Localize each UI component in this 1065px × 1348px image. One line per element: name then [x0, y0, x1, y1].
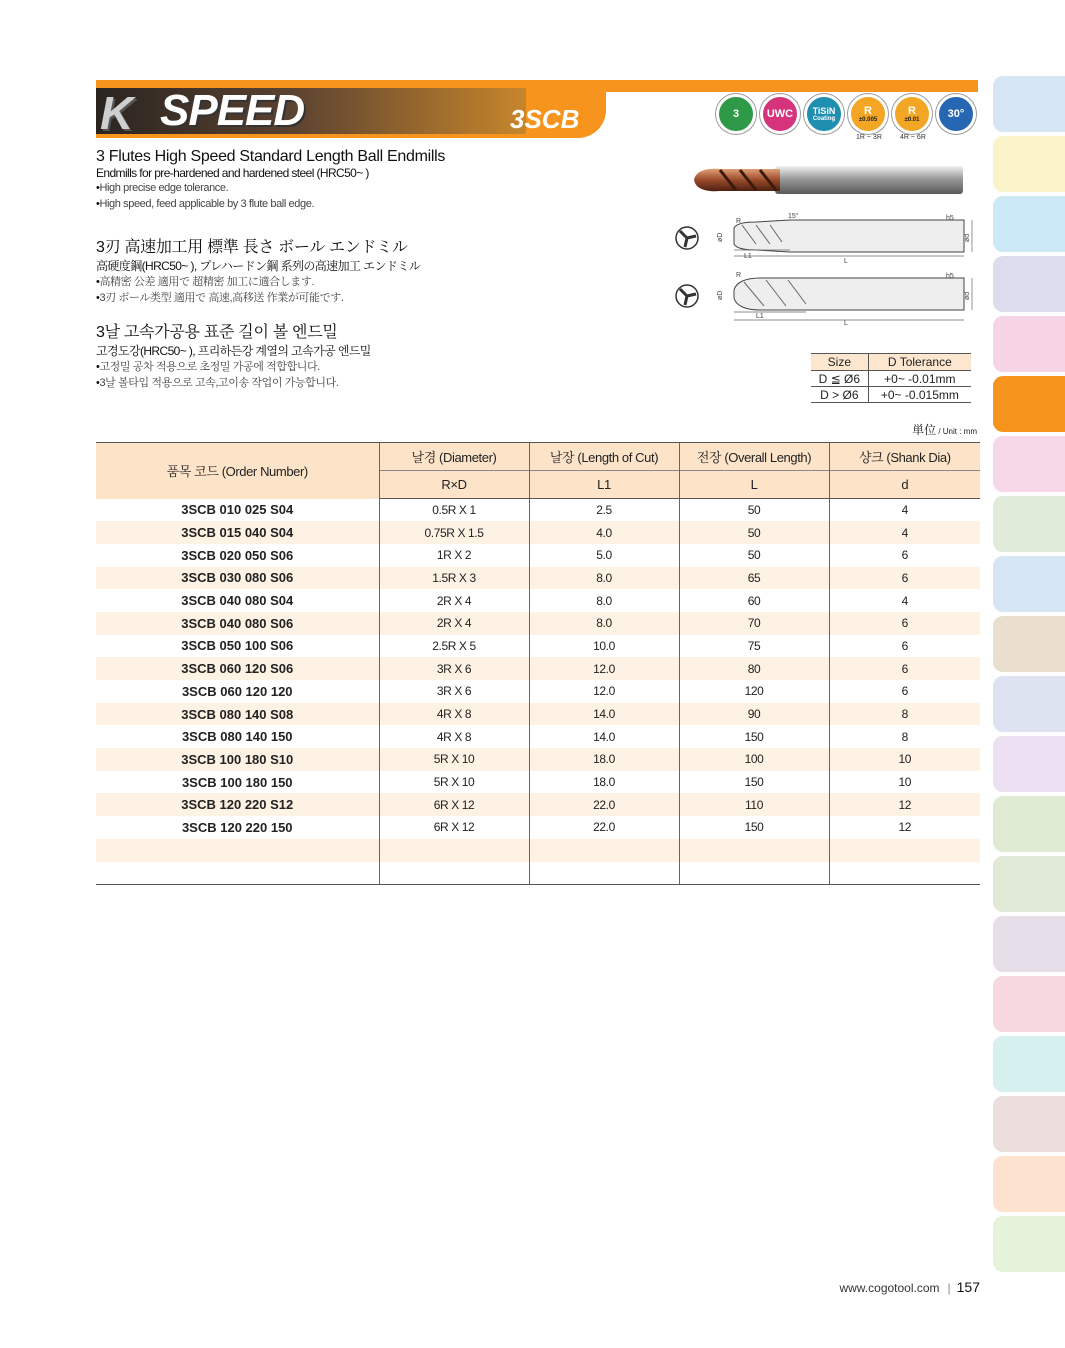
overall-length-cell: 50 — [679, 544, 829, 567]
header-shank-dia: 샹크 (Shank Dia) — [829, 443, 980, 471]
order-number-cell: 3SCB 080 140 150 — [181, 729, 293, 745]
drawing2-radius-label: R — [736, 272, 742, 279]
side-tab[interactable] — [993, 1216, 1065, 1272]
side-tab[interactable] — [993, 496, 1065, 552]
order-number-cell: 3SCB 030 080 S06 — [96, 567, 379, 590]
side-tab[interactable] — [993, 196, 1065, 252]
diameter-cell: 0.5R X 1 — [379, 499, 529, 522]
drawing-l1-label: L1 — [744, 253, 752, 260]
table-row — [96, 748, 980, 771]
side-tab[interactable] — [993, 1156, 1065, 1212]
cut-length-cell: 14.0 — [529, 703, 679, 726]
side-tab[interactable] — [993, 76, 1065, 132]
side-tab[interactable] — [993, 256, 1065, 312]
overall-length-cell: 75 — [679, 635, 829, 658]
product-table — [96, 442, 980, 885]
r-tolerance-01-icon: R ±0.01 — [892, 94, 932, 134]
bullet-jp-1: • 高精密 公差 適用で 超精密 加工に適合します. — [96, 274, 656, 290]
drawing2-tolerance-label: h5 — [946, 273, 954, 280]
cut-length-cell: 12.0 — [529, 657, 679, 680]
diameter-cell: 5R X 10 — [379, 748, 529, 771]
table-row — [96, 521, 980, 544]
side-tab[interactable] — [993, 676, 1065, 732]
shank-dia-cell: 6 — [829, 612, 980, 635]
drawing2-l-label: L — [844, 320, 848, 326]
order-number-cell: 3SCB 015 040 S04 — [96, 521, 379, 544]
overall-length-cell: 70 — [679, 612, 829, 635]
order-number-cell: 3SCB 050 100 S06 — [181, 638, 294, 654]
tisin-icon: TiSiN Coating — [804, 94, 844, 134]
side-tab[interactable] — [993, 1096, 1065, 1152]
diameter-cell: 6R X 12 — [379, 793, 529, 816]
cut-length-cell: 18.0 — [529, 748, 679, 771]
tol-header-size: Size — [811, 354, 868, 371]
diameter-cell — [379, 862, 529, 885]
table-row — [96, 680, 980, 703]
header-length-of-cut: 날장 (Length of Cut) — [529, 443, 679, 471]
overall-length-cell: 120 — [679, 680, 829, 703]
diameter-cell: 6R X 12 — [379, 816, 529, 839]
order-number-cell: 3SCB 020 050 S06 — [181, 547, 294, 563]
endmill-drawing-large — [672, 270, 978, 326]
shank-dia-cell: 6 — [829, 567, 980, 590]
title-jp: 3刃 高速加工用 標準 長さ ボール エンドミル — [96, 239, 408, 256]
table-row — [96, 612, 980, 635]
tol-value: +0~ -0.01mm — [868, 371, 971, 387]
order-number-cell: 3SCB 120 220 S12 — [96, 793, 379, 816]
overall-length-cell: 50 — [679, 499, 829, 522]
side-tab[interactable] — [993, 556, 1065, 612]
overall-length-cell: 65 — [679, 567, 829, 590]
diameter-cell: 1.5R X 3 — [379, 567, 529, 590]
shank-dia-cell: 6 — [829, 635, 980, 658]
header-diameter: 날경 (Diameter) — [379, 443, 529, 471]
bullet-en-2: • High speed, feed applicable by 3 flute ball edge. — [96, 196, 656, 212]
flutes-3-icon: 3 — [716, 94, 756, 134]
drawing2-dia-label: øD — [717, 290, 724, 300]
table-row — [96, 725, 980, 748]
bullet-jp-2: • 3刃 ボール类型 適用で 高速,高移送 作業が可能です. — [96, 290, 656, 306]
diameter-cell: 2R X 4 — [379, 589, 529, 612]
bullet-en-1: • High precise edge tolerance. — [96, 180, 656, 196]
bullet-kr-2: • 3날 볼타입 적용으로 고속,고이송 작업이 가능합니다. — [96, 375, 656, 391]
table-row — [96, 567, 980, 590]
order-number-cell — [96, 862, 379, 885]
side-tab[interactable] — [993, 916, 1065, 972]
brand-k-letter: K — [100, 87, 132, 139]
shank-dia-cell: 6 — [829, 657, 980, 680]
overall-length-cell: 150 — [679, 816, 829, 839]
helix-30-icon: 30° — [936, 94, 976, 134]
header-order-number: 품목 코드 (Order Number) — [96, 443, 379, 499]
cut-length-cell: 12.0 — [529, 680, 679, 703]
intro-korean — [96, 319, 656, 391]
shank-dia-cell — [829, 839, 980, 862]
order-number-cell: 3SCB 040 080 S04 — [181, 593, 294, 609]
shank-dia-cell: 10 — [829, 748, 980, 771]
order-number-cell: 3SCB 060 120 120 — [181, 683, 293, 699]
page-footer: www.cogotool.com | 157 — [839, 1279, 980, 1295]
cut-length-cell: 4.0 — [529, 521, 679, 544]
shank-dia-cell: 4 — [829, 589, 980, 612]
tol-size: D > Ø6 — [811, 387, 868, 403]
diameter-cell: 2R X 4 — [379, 612, 529, 635]
shank-dia-cell: 6 — [829, 544, 980, 567]
drawing-tolerance-label: h5 — [946, 215, 954, 222]
header-cut-symbol: L1 — [529, 471, 679, 499]
overall-length-cell — [679, 839, 829, 862]
side-index-tabs — [993, 76, 1065, 1276]
order-number-cell: 3SCB 120 220 150 — [181, 819, 293, 835]
overall-length-cell — [679, 862, 829, 885]
drawing-shank-label: ød — [964, 233, 971, 242]
shank-dia-cell: 4 — [829, 499, 980, 522]
header-overall-length: 전장 (Overall Length) — [679, 443, 829, 471]
shank-dia-cell: 4 — [829, 521, 980, 544]
diameter-cell: 3R X 6 — [379, 680, 529, 703]
cut-length-cell: 22.0 — [529, 816, 679, 839]
subtitle-kr: 고경도강(HRC50~ ), 프리하든강 계열의 고속가공 엔드밀 — [96, 344, 371, 358]
overall-length-cell: 90 — [679, 703, 829, 726]
drawing2-shank-label: ød — [964, 291, 971, 300]
diameter-cell: 4R X 8 — [379, 725, 529, 748]
side-tab[interactable] — [993, 796, 1065, 852]
table-row — [96, 499, 980, 522]
order-number-cell: 3SCB 040 080 S06 — [96, 612, 379, 635]
footer-url[interactable]: www.cogotool.com — [839, 1281, 940, 1295]
tolerance-table — [811, 353, 971, 403]
order-number-cell: 3SCB 100 180 S10 — [96, 748, 379, 771]
cut-length-cell: 8.0 — [529, 567, 679, 590]
shank-dia-cell: 12 — [829, 793, 980, 816]
table-row — [96, 544, 980, 567]
overall-length-cell: 150 — [679, 771, 829, 794]
title-kr: 3날 고속가공용 표준 길이 볼 엔드밀 — [96, 324, 338, 341]
unit-label: 単位 / Unit : mm — [912, 423, 977, 437]
subtitle-jp: 高硬度鋼(HRC50~ ), プレハードン鋼 系列の高速加工 エンドミル — [96, 259, 421, 273]
shank-dia-cell: 8 — [829, 703, 980, 726]
overall-length-cell: 60 — [679, 589, 829, 612]
drawing-l-label: L — [844, 258, 848, 265]
cut-length-cell: 10.0 — [529, 635, 679, 658]
table-row — [96, 862, 980, 885]
side-tab[interactable] — [993, 376, 1065, 432]
drawing-angle-label: 15° — [788, 213, 799, 220]
table-row — [96, 657, 980, 680]
cut-length-cell: 5.0 — [529, 544, 679, 567]
diameter-cell: 4R X 8 — [379, 703, 529, 726]
side-tab[interactable] — [993, 1036, 1065, 1092]
side-tab[interactable] — [993, 436, 1065, 492]
diameter-cell: 2.5R X 5 — [379, 635, 529, 658]
header-overall-symbol: L — [679, 471, 829, 499]
tol-value: +0~ -0.015mm — [868, 387, 971, 403]
order-number-cell: 3SCB 080 140 S08 — [96, 703, 379, 726]
cut-length-cell — [529, 862, 679, 885]
badge-range-2: 4R ~ 6R — [900, 134, 926, 141]
tol-size: D ≦ Ø6 — [811, 371, 868, 387]
cut-length-cell: 8.0 — [529, 589, 679, 612]
header-shank-symbol: d — [829, 471, 980, 499]
r-tolerance-005-icon: R ±0.005 — [848, 94, 888, 134]
order-number-cell — [96, 839, 379, 862]
side-tab[interactable] — [993, 976, 1065, 1032]
cut-length-cell: 22.0 — [529, 793, 679, 816]
intro-english — [96, 148, 656, 212]
table-row — [96, 703, 980, 726]
cut-length-cell: 8.0 — [529, 612, 679, 635]
cut-length-cell — [529, 839, 679, 862]
bullet-kr-1: • 고정밀 공차 적용으로 초정밀 가공에 적합합니다. — [96, 359, 656, 375]
shank-dia-cell: 10 — [829, 771, 980, 794]
table-row — [96, 771, 980, 794]
cut-length-cell: 14.0 — [529, 725, 679, 748]
model-code: 3SCB — [510, 104, 580, 134]
overall-length-cell: 150 — [679, 725, 829, 748]
overall-length-cell: 50 — [679, 521, 829, 544]
shank-dia-cell: 12 — [829, 816, 980, 839]
diameter-cell: 5R X 10 — [379, 771, 529, 794]
order-number-cell: 3SCB 060 120 S06 — [96, 657, 379, 680]
table-row — [96, 793, 980, 816]
intro-japanese — [96, 234, 656, 306]
diameter-cell: 3R X 6 — [379, 657, 529, 680]
side-tab[interactable] — [993, 136, 1065, 192]
diameter-cell: 0.75R X 1.5 — [379, 521, 529, 544]
shank-dia-cell: 8 — [829, 725, 980, 748]
cut-length-cell: 2.5 — [529, 499, 679, 522]
order-number-cell: 3SCB 100 180 150 — [181, 774, 293, 790]
badge-range-1: 1R ~ 3R — [856, 134, 882, 141]
tol-header-tolerance: D Tolerance — [868, 354, 971, 371]
table-row — [96, 839, 980, 862]
cut-length-cell: 18.0 — [529, 771, 679, 794]
side-tab[interactable] — [993, 616, 1065, 672]
overall-length-cell: 110 — [679, 793, 829, 816]
overall-length-cell: 100 — [679, 748, 829, 771]
side-tab[interactable] — [993, 316, 1065, 372]
table-row — [96, 589, 980, 612]
diameter-cell — [379, 839, 529, 862]
table-row — [96, 635, 980, 658]
drawing-radius-label: R — [736, 218, 742, 225]
uwc-icon: UWC — [760, 94, 800, 134]
side-tab[interactable] — [993, 736, 1065, 792]
title-en: 3 Flutes High Speed Standard Length Ball Endmills — [96, 148, 446, 165]
endmill-drawing-small — [672, 212, 978, 268]
brand-speed-title: SPEED — [160, 86, 305, 135]
table-row — [96, 816, 980, 839]
drawing-dia-label: øD — [717, 232, 724, 242]
order-number-cell: 3SCB 010 025 S04 — [181, 502, 294, 518]
shank-dia-cell — [829, 862, 980, 885]
subtitle-en: Endmills for pre-hardened and hardened steel (HRC50~ ) — [96, 166, 369, 180]
diameter-cell: 1R X 2 — [379, 544, 529, 567]
drawing2-l1-label: L1 — [756, 313, 764, 320]
header-diameter-symbol: R×D — [379, 471, 529, 499]
feature-badges — [716, 94, 976, 146]
side-tab[interactable] — [993, 856, 1065, 912]
overall-length-cell: 80 — [679, 657, 829, 680]
page-number: 157 — [956, 1279, 980, 1295]
endmill-photo — [690, 160, 965, 200]
shank-dia-cell: 6 — [829, 680, 980, 703]
